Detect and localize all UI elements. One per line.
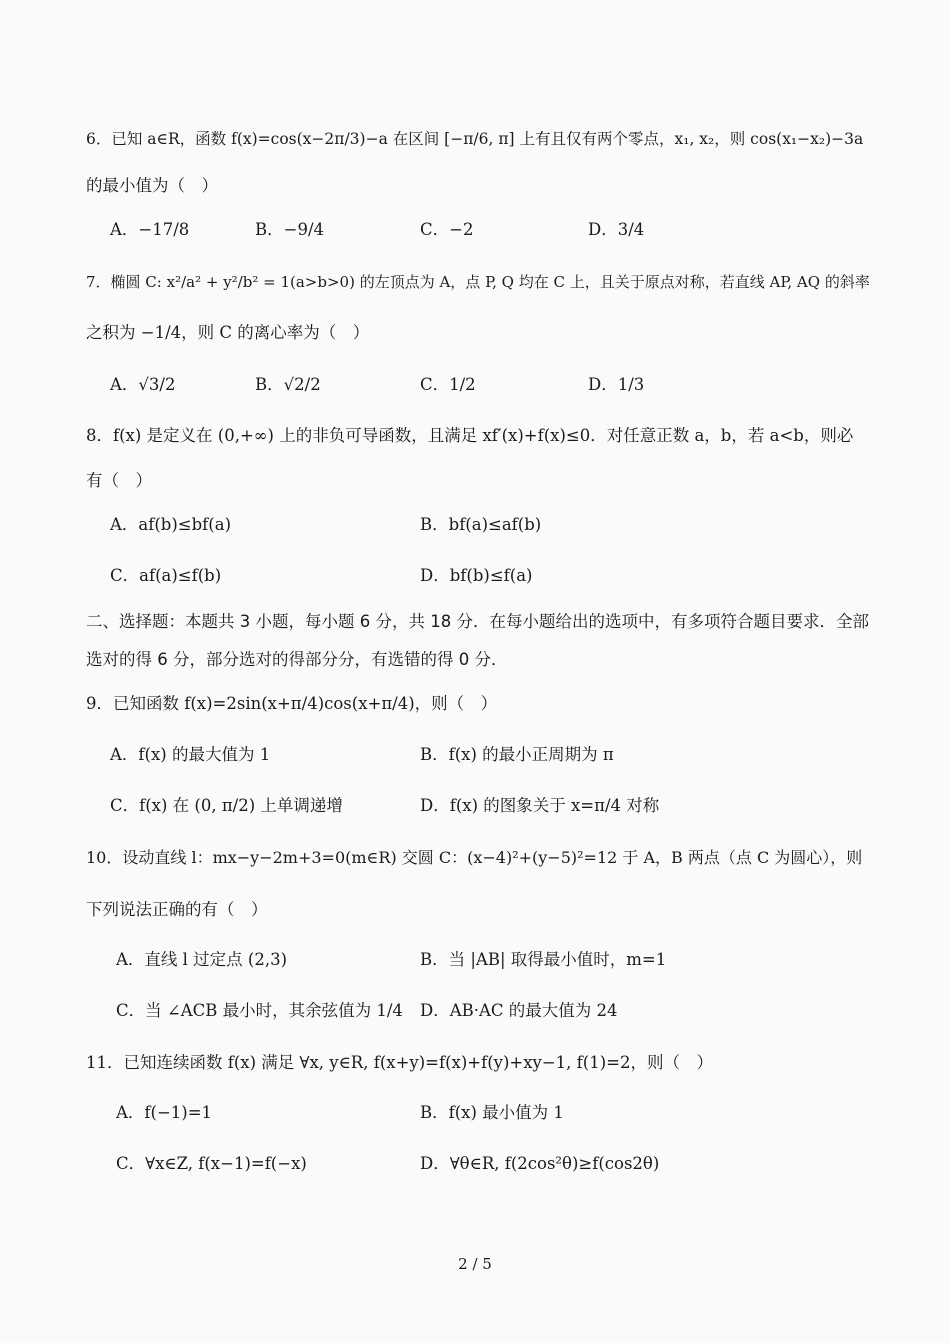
q11-option-d: D．∀θ∈R, f(2cos²θ)≥f(cos2θ) <box>420 1154 660 1173</box>
q10-option-d: D．AB·AC 的最大值为 24 <box>420 1001 618 1020</box>
page-number: 2 / 5 <box>458 1255 492 1273</box>
q6-stem-line2: 的最小值为（ ） <box>86 176 218 195</box>
q6-stem-line1: 6．已知 a∈R，函数 f(x)=cos(x−2π/3)−a 在区间 [−π/6, π] 上有且仅有两个零点，x₁, x₂，则 cos(x₁−x₂)−3a <box>86 130 864 148</box>
q9-stem-line1: 9．已知函数 f(x)=2sin(x+π/4)cos(x+π/4)，则（ ） <box>86 694 498 713</box>
q9-option-c: C．f(x) 在 (0, π/2) 上单调递增 <box>110 796 343 815</box>
q6-option-b: B．−9/4 <box>255 220 325 239</box>
q10-option-b: B．当 |AB| 取得最小值时，m=1 <box>420 950 667 969</box>
q7-option-a: A．√3/2 <box>110 375 176 394</box>
q9-option-a: A．f(x) 的最大值为 1 <box>110 745 271 764</box>
q11-option-a: A．f(−1)=1 <box>116 1103 213 1122</box>
section2-header-line1: 二、选择题：本题共 3 小题，每小题 6 分，共 18 分．在每小题给出的选项中，有多项符合题目要求．全部 <box>86 612 869 631</box>
q9-option-d: D．f(x) 的图象关于 x=π/4 对称 <box>420 796 660 815</box>
q7-option-c: C．1/2 <box>420 375 476 394</box>
q8-stem-line2: 有（ ） <box>86 471 152 490</box>
q10-option-a: A．直线 l 过定点 (2,3) <box>116 950 288 969</box>
q8-option-a: A．af(b)≤bf(a) <box>110 515 232 534</box>
q8-option-b: B．bf(a)≤af(b) <box>420 515 542 534</box>
q11-option-b: B．f(x) 最小值为 1 <box>420 1103 564 1122</box>
section2-header-line2: 选对的得 6 分，部分选对的得部分分，有选错的得 0 分． <box>86 650 508 669</box>
q10-stem-line1: 10．设动直线 l：mx−y−2m+3=0(m∈R) 交圆 C：(x−4)²+(y−5)²=12 于 A，B 两点（点 C 为圆心），则 <box>86 848 863 867</box>
q10-stem-line2: 下列说法正确的有（ ） <box>86 900 268 919</box>
q9-option-b: B．f(x) 的最小正周期为 π <box>420 745 614 764</box>
q6-option-c: C．−2 <box>420 220 474 239</box>
q7-option-b: B．√2/2 <box>255 375 321 394</box>
q8-option-d: D．bf(b)≤f(a) <box>420 566 533 585</box>
q6-option-d: D．3/4 <box>588 220 645 239</box>
q8-stem-line1: 8．f(x) 是定义在 (0,+∞) 上的非负可导函数，且满足 xf′(x)+f(x)≤0．对任意正数 a，b，若 a<b，则必 <box>86 426 854 445</box>
q8-option-c: C．af(a)≤f(b) <box>110 566 222 585</box>
q7-option-d: D．1/3 <box>588 375 645 394</box>
q7-stem-line2: 之积为 −1/4，则 C 的离心率为（ ） <box>86 323 370 342</box>
q10-option-c: C．当 ∠ACB 最小时，其余弦值为 1/4 <box>116 1001 403 1020</box>
q7-stem-line1: 7．椭圆 C: x²/a² + y²/b² = 1(a>b>0) 的左顶点为 A，点 P, Q 均在 C 上，且关于原点对称，若直线 AP, AQ 的斜率 <box>86 273 870 291</box>
q11-option-c: C．∀x∈Z, f(x−1)=f(−x) <box>116 1154 307 1173</box>
q6-option-a: A．−17/8 <box>110 220 190 239</box>
q11-stem-line1: 11．已知连续函数 f(x) 满足 ∀x, y∈R, f(x+y)=f(x)+f(y)+xy−1, f(1)=2，则（ ） <box>86 1053 713 1072</box>
